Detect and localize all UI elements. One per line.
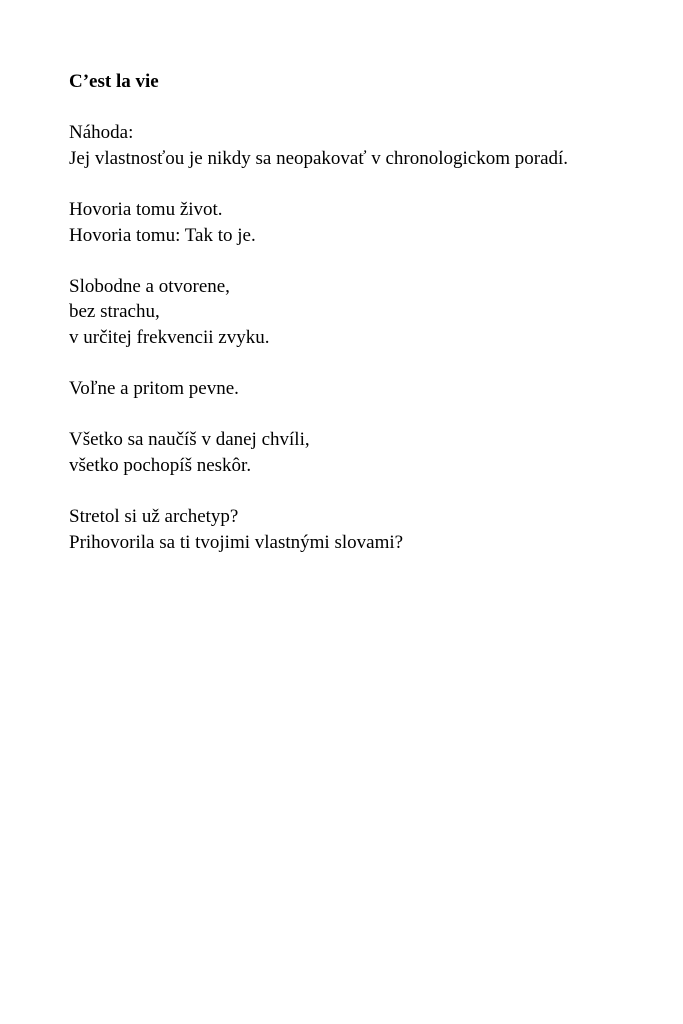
poem-body xyxy=(69,69,669,581)
poem-line: Hovoria tomu: Tak to je. xyxy=(69,224,256,246)
poem-title: C’est la vie xyxy=(69,71,159,92)
poem-line: v určitej frekvencii zvyku. xyxy=(69,326,270,348)
stanza-3 xyxy=(69,274,669,351)
poem-line: Prihovorila sa ti tvojimi vlastnými slovami? xyxy=(69,531,404,553)
poem-line: Voľne a pritom pevne. xyxy=(69,378,239,400)
poem-line: Náhoda: xyxy=(69,122,134,144)
poem-line: všetko pochopíš neskôr. xyxy=(69,454,252,476)
stanza-2 xyxy=(69,197,669,248)
stanza-1 xyxy=(69,120,669,171)
poem-line: Všetko sa naučíš v danej chvíli, xyxy=(69,429,310,451)
stanza-4 xyxy=(69,376,669,402)
poem-line: bez strachu, xyxy=(69,301,160,323)
poem-line: Hovoria tomu život. xyxy=(69,198,223,220)
stanza-5 xyxy=(69,427,669,478)
poem-line: Slobodne a otvorene, xyxy=(69,275,230,297)
poem-line: Stretol si už archetyp? xyxy=(69,506,239,528)
poem-line: Jej vlastnosťou je nikdy sa neopakovať v chronologickom poradí. xyxy=(69,147,569,169)
stanza-6 xyxy=(69,504,669,555)
